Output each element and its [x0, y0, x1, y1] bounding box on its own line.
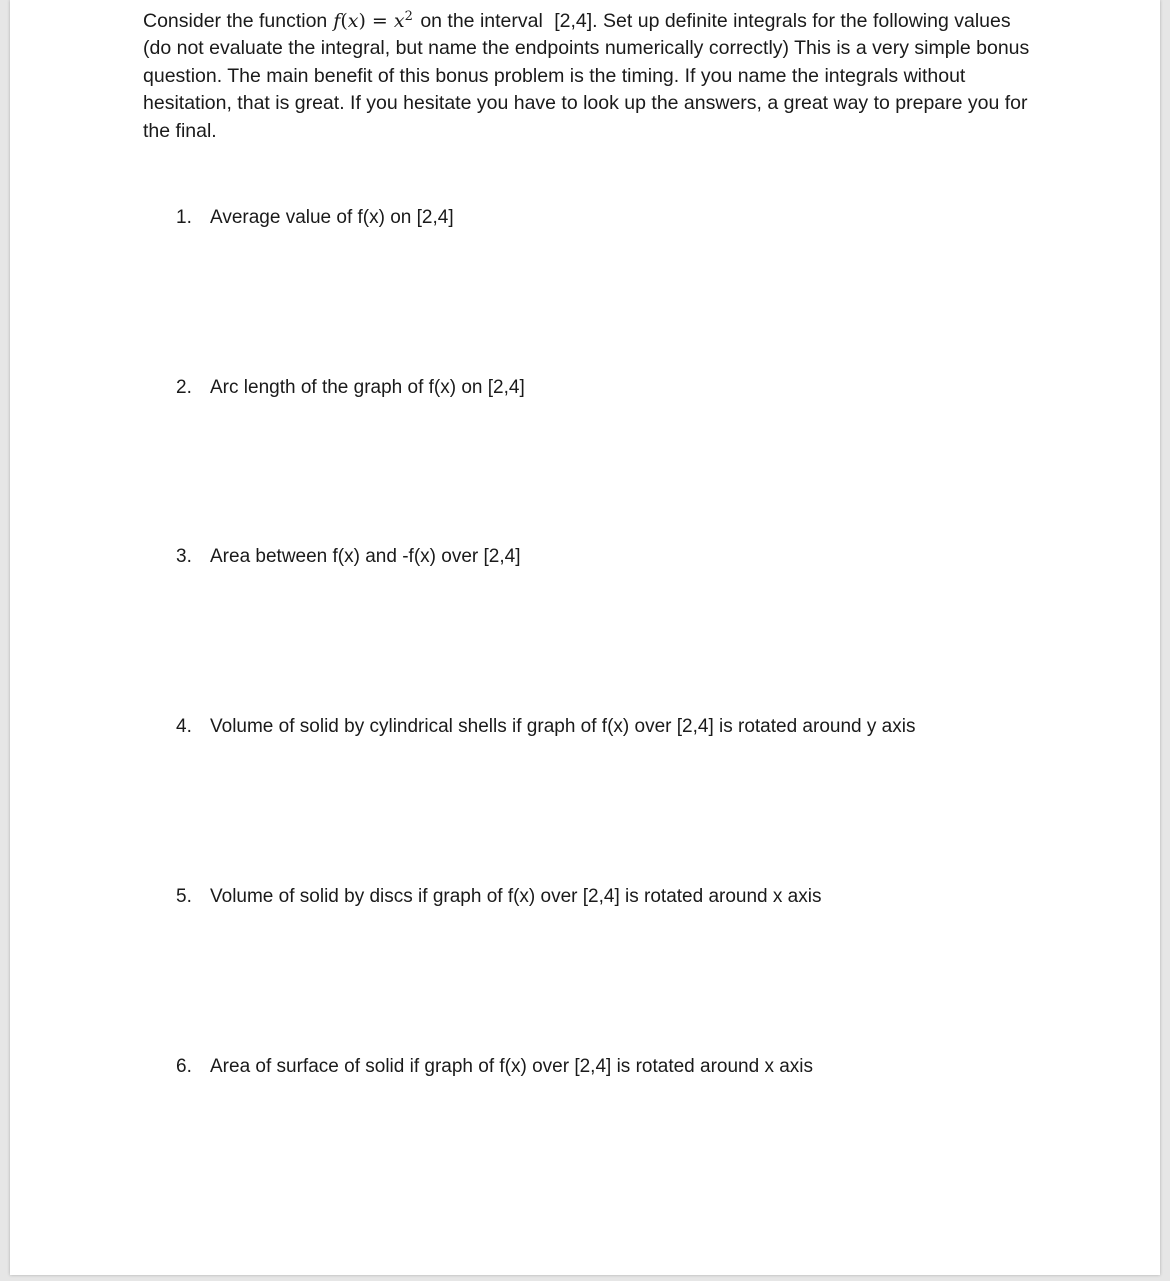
question-number: 3. [176, 546, 192, 567]
function-formula: $f(x) = x^2$ [333, 9, 413, 32]
question-number: 1. [176, 207, 192, 228]
question-text: Volume of solid by cylindrical shells if graph of f(x) over [2,4] is rotated around y axis [210, 716, 916, 737]
question-6 [176, 1056, 813, 1078]
question-number: 5. [176, 886, 192, 907]
question-3 [176, 546, 520, 568]
question-text: Area between f(x) and -f(x) over [2,4] [210, 546, 521, 567]
intro-paragraph [143, 8, 1043, 145]
question-text: Average value of f(x) on [2,4] [210, 207, 454, 228]
intro-mid: on the interval [420, 10, 543, 32]
question-4 [176, 716, 915, 738]
question-5 [176, 886, 821, 908]
intro-interval: [2,4]. [554, 10, 598, 32]
question-text: Arc length of the graph of f(x) on [2,4] [210, 377, 525, 398]
question-1 [176, 207, 454, 229]
question-number: 2. [176, 377, 192, 398]
document-page [10, 0, 1160, 1275]
intro-lead: Consider the function [143, 10, 328, 32]
intro-rest: Set up definite integrals for the following values (do not evaluate the integral, but name the endpoints numerically correctly) This is a very simple bonus question. The main benefit of this bonus problem is the timing. If you name the integrals without hesitation, that is great. If you hesitate you have to look up the answers, a great way to prepare you for the final. [143, 10, 1030, 142]
question-2 [176, 377, 525, 399]
question-text: Area of surface of solid if graph of f(x) over [2,4] is rotated around x axis [210, 1056, 814, 1077]
question-text: Volume of solid by discs if graph of f(x) over [2,4] is rotated around x axis [210, 886, 822, 907]
question-number: 4. [176, 716, 192, 737]
question-number: 6. [176, 1056, 192, 1077]
